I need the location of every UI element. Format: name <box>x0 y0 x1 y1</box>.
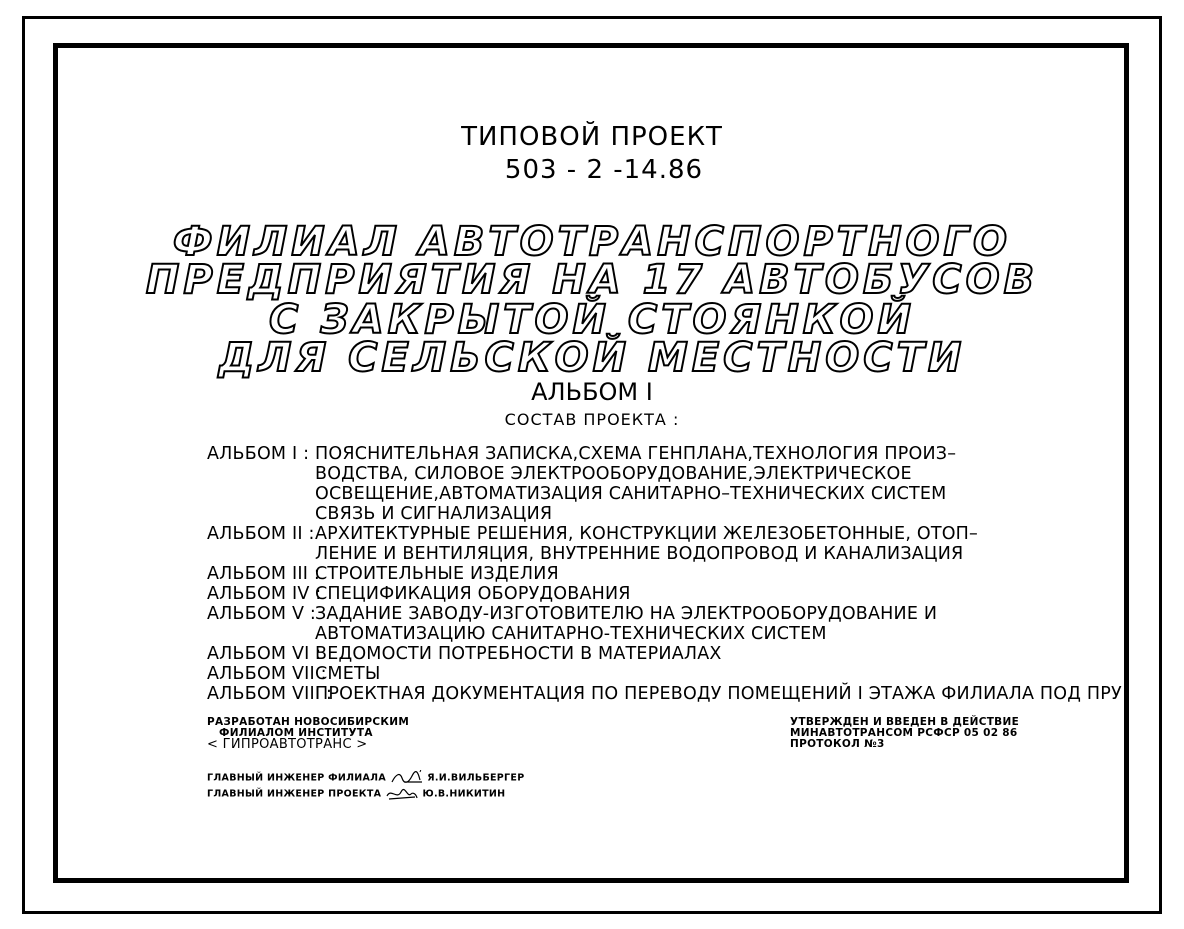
developer-line: РАЗРАБОТАН НОВОСИБИРСКИМ <box>207 716 410 728</box>
album-item <box>207 644 1067 664</box>
handwritten-signature-icon <box>385 786 419 802</box>
album-item-label: АЛЬБОМ VI : <box>207 644 322 664</box>
developer-institute: < ГИПРОАВТОТРАНС > <box>207 737 368 752</box>
album-item-continuation: СВЯЗЬ И СИГНАЛИЗАЦИЯ <box>315 504 553 524</box>
album-item-text: ПРОЕКТНАЯ ДОКУМЕНТАЦИЯ ПО ПЕРЕВОДУ ПОМЕЩЕНИЙ I ЭТАЖА ФИЛИАЛА ПОД ПРУ <box>315 684 1122 704</box>
album-item-label: АЛЬБОМ VIII : <box>207 684 333 704</box>
signature-title: ГЛАВНЫЙ ИНЖЕНЕР ПРОЕКТА <box>207 788 382 800</box>
album-item-continuation: ЛЕНИЕ И ВЕНТИЛЯЦИЯ, ВНУТРЕННИЕ ВОДОПРОВОД И КАНАЛИЗАЦИЯ <box>315 544 964 564</box>
album-item <box>207 564 1067 584</box>
album-item-text: СПЕЦИФИКАЦИЯ ОБОРУДОВАНИЯ <box>315 584 631 604</box>
project-type: ТИПОВОЙ ПРОЕКТ <box>461 122 723 152</box>
album-item <box>207 664 1067 684</box>
title-line-2: ПРЕДПРИЯТИЯ НА 17 АВТОБУСОВ <box>145 257 1039 303</box>
title-line-3: С ЗАКРЫТОЙ СТОЯНКОЙ <box>269 297 915 343</box>
signature-title: ГЛАВНЫЙ ИНЖЕНЕР ФИЛИАЛА <box>207 772 387 784</box>
project-number: 503 - 2 -14.86 <box>504 155 704 185</box>
album-item-label: АЛЬБОМ I : <box>207 444 310 464</box>
album-list <box>207 444 1122 704</box>
signature-name: Я.И.ВИЛЬБЕРГЕР <box>427 772 525 784</box>
handwritten-signature-icon <box>390 770 424 786</box>
signature-row <box>207 786 524 802</box>
album-item-continuation: ОСВЕЩЕНИЕ,АВТОМАТИЗАЦИЯ САНИТАРНО–ТЕХНИЧЕСКИХ СИСТЕМ <box>315 484 947 504</box>
signature-name: Ю.В.НИКИТИН <box>422 788 506 800</box>
album-item <box>207 684 1122 704</box>
album-item-text: ПОЯСНИТЕЛЬНАЯ ЗАПИСКА,СХЕМА ГЕНПЛАНА,ТЕХНОЛОГИЯ ПРОИЗ– <box>315 444 957 464</box>
album-item <box>207 524 1067 544</box>
album-item-label: АЛЬБОМ V : <box>207 604 317 624</box>
album-item-label: АЛЬБОМ II : <box>207 524 315 544</box>
approval-line: ПРОТОКОЛ №3 <box>790 738 885 750</box>
developer-line: ФИЛИАЛОМ ИНСТИТУТА <box>219 727 373 739</box>
album-item-text: АРХИТЕКТУРНЫЕ РЕШЕНИЯ, КОНСТРУКЦИИ ЖЕЛЕЗОБЕТОННЫЕ, ОТОП– <box>315 524 978 544</box>
signature-block <box>207 770 524 802</box>
album-item-text: СМЕТЫ <box>315 664 381 684</box>
album-label: АЛЬБОМ I <box>531 378 653 406</box>
approval-line: УТВЕРЖДЕН И ВВЕДЕН В ДЕЙСТВИЕ <box>790 716 1020 728</box>
title-line-1: ФИЛИАЛ АВТОТРАНСПОРТНОГО <box>172 219 1012 265</box>
album-item-text: ВЕДОМОСТИ ПОТРЕБНОСТИ В МАТЕРИАЛАХ <box>315 644 722 664</box>
developer-block <box>207 717 409 750</box>
album-item <box>207 584 1067 604</box>
album-item-label: АЛЬБОМ III : <box>207 564 320 584</box>
signature-row <box>207 770 524 786</box>
album-item-continuation: АВТОМАТИЗАЦИЮ САНИТАРНО-ТЕХНИЧЕСКИХ СИСТЕМ <box>315 624 827 644</box>
album-item-continuation: ВОДСТВА, СИЛОВОЕ ЭЛЕКТРООБОРУДОВАНИЕ,ЭЛЕКТРИЧЕСКОЕ <box>315 464 912 484</box>
title-line-4: ДЛЯ СЕЛЬСКОЙ МЕСТНОСТИ <box>218 335 966 381</box>
album-item <box>207 604 1067 624</box>
album-item <box>207 444 1067 464</box>
approval-block <box>790 717 1019 750</box>
album-item-label: АЛЬБОМ VII : <box>207 664 327 684</box>
album-item-text: СТРОИТЕЛЬНЫЕ ИЗДЕЛИЯ <box>315 564 559 584</box>
album-item-label: АЛЬБОМ IV : <box>207 584 322 604</box>
album-item-text: ЗАДАНИЕ ЗАВОДУ-ИЗГОТОВИТЕЛЮ НА ЭЛЕКТРООБОРУДОВАНИЕ И <box>315 604 938 624</box>
composition-heading: СОСТАВ ПРОЕКТА : <box>504 410 680 429</box>
approval-line: МИНАВТОТРАНСОМ РСФСР 05 02 86 <box>790 727 1018 739</box>
